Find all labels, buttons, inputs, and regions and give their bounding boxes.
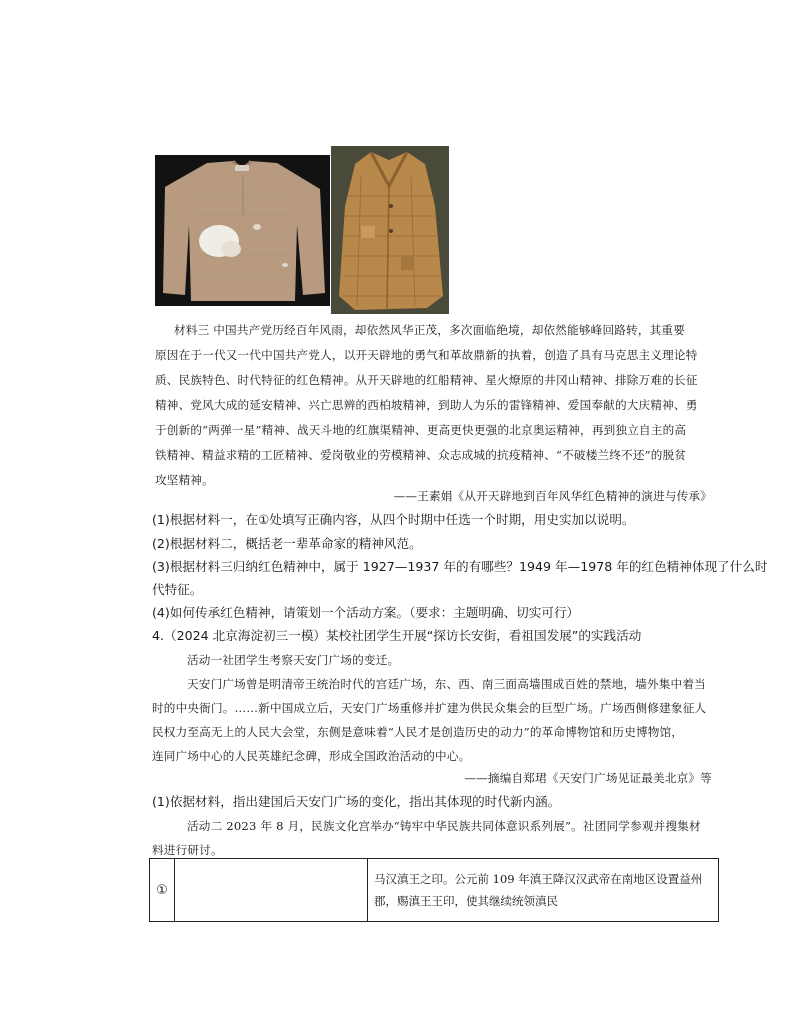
question-2: (2)根据材料二，概括老一辈革命家的精神风范。 <box>152 536 422 551</box>
q4-activity2-line: 活动二 2023 年 8 月，民族文化宫举办“铸牢中华民族共同体意识系列展”。社团同学参观并搜集材 <box>187 819 701 833</box>
exhibit-description-line: 马汉滇王之印。公元前 109 年滇王降汉汉武帝在南地区设置益州 <box>374 872 703 886</box>
question-1: (1)根据材料一，在①处填写正确内容，从四个时期中任选一个时期，用史实加以说明。 <box>152 512 635 527</box>
q4-question1: (1)依据材料，指出建国后天安门广场的变化，指出其体现的时代新内涵。 <box>152 794 561 809</box>
material3-line: 质、民族特色、时代特征的红色精神。从开天辟地的红船精神、星火燎原的井冈山精神、排除万难的长征 <box>155 373 698 387</box>
exhibit-description <box>368 859 719 922</box>
q4-passage-line: 时的中央衙门。……新中国成立后，天安门广场重修并扩建为供民众集会的巨型广场。广场西侧修建象征人 <box>152 701 707 715</box>
material3-line: 材料三 中国共产党历经百年风雨，却依然风华正茂，多次面临绝境，却依然能够峰回路转，其重要 <box>174 323 686 337</box>
material3-line: 攻坚精神。 <box>155 473 214 487</box>
material3-line: 铁精神、精益求精的工匠精神、爱岗敬业的劳模精神、众志成城的抗疫精神、“不破楼兰终不还”的脱贫 <box>155 448 687 462</box>
material3-line: 原因在于一代又一代中国共产党人，以开天辟地的勇气和革故鼎新的执着，创造了具有马克思主义理论特 <box>155 348 698 362</box>
question-3-cont: 代特征。 <box>152 582 203 597</box>
exhibit-description-line: 郡，赐滇王王印，使其继续统领滇民 <box>374 894 558 908</box>
row-number: ① <box>150 859 175 922</box>
q4-passage-line: 连同广场中心的人民英雄纪念碑，形成全国政治活动的中心。 <box>152 749 471 763</box>
q4-header: 4.（2024 北京海淀初三一模）某校社团学生开展“探访长安街，看祖国发展”的实践活动 <box>152 628 642 643</box>
material3-line: 于创新的“两弹一星”精神、战天斗地的红旗渠精神、更高更快更强的北京奥运精神，再到独立自主的高 <box>155 423 687 437</box>
table-row <box>150 859 719 922</box>
q4-passage-line: 天安门广场曾是明清帝王统治时代的宫廷广场，东、西、南三面高墙围成百姓的禁地，墙外集中着当 <box>187 677 706 691</box>
material3-line: 精神、党风大成的延安精神、兴亡思辨的西柏坡精神，到助人为乐的雷锋精神、爱国奉献的大庆精神、勇 <box>155 398 698 412</box>
photo-worn-sweater <box>155 155 330 306</box>
photo-patched-coat <box>331 146 449 314</box>
question-3: (3)根据材料三归纳红色精神中，属于 1927—1937 年的有哪些？1949 年—1978 年的红色精神体现了什么时 <box>152 559 768 574</box>
q4-passage-line: 民权力至高无上的人民大会堂，东侧是意味着“人民才是创造历史的动力”的革命博物馆和历史博物馆， <box>152 725 684 739</box>
q4-source: ——摘编自郑珺《天安门广场见证最美北京》等 <box>464 771 712 785</box>
exhibit-image-cell <box>175 859 368 922</box>
q4-activity2-line: 料进行研讨。 <box>152 843 223 857</box>
exhibit-table <box>149 858 719 922</box>
question-4: (4)如何传承红色精神，请策划一个活动方案。（要求：主题明确、切实可行） <box>152 605 580 620</box>
material3-source: ——王素娟《从开天辟地到百年风华红色精神的演进与传承》 <box>393 489 712 503</box>
q4-activity1: 活动一社团学生考察天安门广场的变迁。 <box>187 653 400 667</box>
